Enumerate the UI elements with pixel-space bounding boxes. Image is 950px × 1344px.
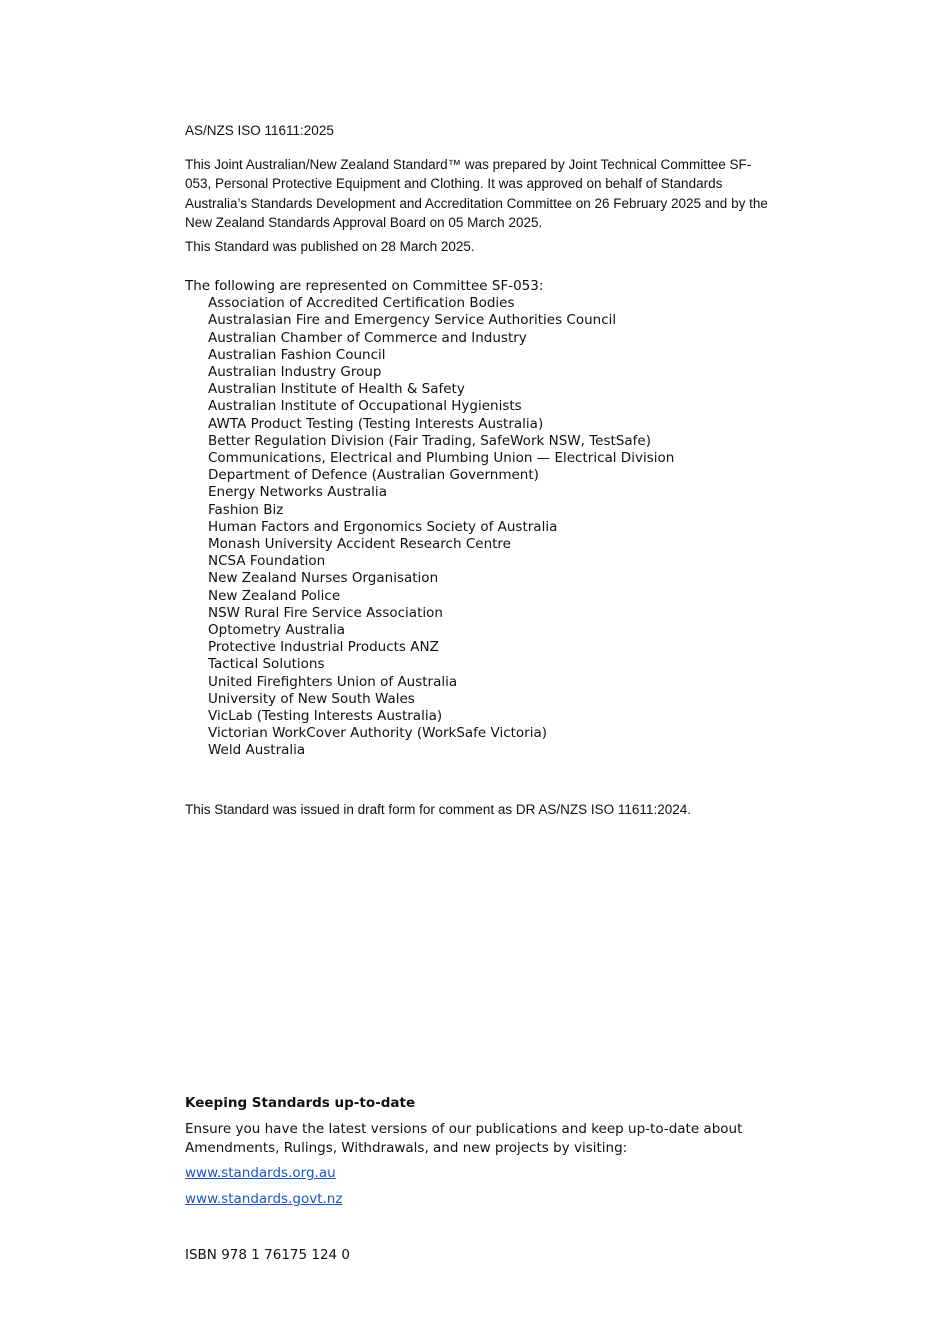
committee-member: Australian Institute of Health & Safety (208, 381, 465, 398)
committee-member: United Firefighters Union of Australia (208, 673, 458, 690)
committee-member: Tactical Solutions (208, 656, 325, 673)
section-heading: Keeping Standards up-to-date (185, 1095, 416, 1111)
committee-member: New Zealand Police (208, 587, 341, 604)
isbn: ISBN 978 1 76175 124 0 (185, 1247, 351, 1263)
committee-member-list (185, 295, 674, 759)
committee-member: Australian Chamber of Commerce and Industry (208, 329, 527, 346)
committee-member: Better Regulation Division (Fair Trading, SafeWork NSW, TestSafe) (208, 432, 651, 449)
committee-member: Australian Industry Group (208, 364, 382, 381)
committee-member: Monash University Accident Research Centre (208, 536, 511, 553)
publication-statement: This Standard was published on 28 March 2025. (185, 239, 475, 254)
committee-member: Optometry Australia (208, 622, 346, 639)
committee-member: NCSA Foundation (208, 553, 326, 570)
draft-statement: This Standard was issued in draft form for comment as DR AS/NZS ISO 11611:2024. (185, 802, 691, 817)
committee-member: NSW Rural Fire Service Association (208, 604, 443, 621)
committee-member: University of New South Wales (208, 690, 415, 707)
committee-intro: The following are represented on Committee SF-053: (185, 278, 544, 294)
document-page (185, 0, 785, 1344)
standards-australia-link[interactable]: www.standards.org.au (185, 1165, 336, 1181)
committee-member: Energy Networks Australia (208, 484, 387, 501)
committee-member: AWTA Product Testing (Testing Interests Australia) (208, 415, 544, 432)
preparation-statement: This Joint Australian/New Zealand Standard™ was prepared by Joint Technical Committee SF-053, Personal Protective Equipment and Clothing. It was approved on behalf of Standards Australia’s Standards Development and Accreditation Committee on 26 February 2025 and by the New Zealand Standards Approval Board on 05 March 2025. (185, 157, 768, 231)
section-body: Ensure you have the latest versions of our publications and keep up-to-date about Amendments, Rulings, Withdrawals, and new projects by visiting: (185, 1121, 743, 1157)
keeping-up-to-date-section (185, 1094, 785, 1207)
committee-member: Australian Fashion Council (208, 346, 386, 363)
committee-member: New Zealand Nurses Organisation (208, 570, 439, 587)
committee-section (185, 278, 674, 760)
committee-member: Australasian Fire and Emergency Service Authorities Council (208, 312, 617, 329)
standards-nz-link[interactable]: www.standards.govt.nz (185, 1191, 343, 1207)
committee-member: Weld Australia (208, 742, 306, 759)
committee-member: Australian Institute of Occupational Hygienists (208, 398, 522, 415)
committee-member: Victorian WorkCover Authority (WorkSafe Victoria) (208, 725, 548, 742)
committee-member: Human Factors and Ergonomics Society of Australia (208, 518, 558, 535)
committee-member: Communications, Electrical and Plumbing Union — Electrical Division (208, 450, 675, 467)
committee-member: Association of Accredited Certification Bodies (208, 295, 515, 312)
standard-identifier: AS/NZS ISO 11611:2025 (185, 123, 334, 138)
committee-member: VicLab (Testing Interests Australia) (208, 708, 443, 725)
committee-member: Fashion Biz (208, 501, 284, 518)
committee-member: Protective Industrial Products ANZ (208, 639, 439, 656)
committee-member: Department of Defence (Australian Government) (208, 467, 539, 484)
